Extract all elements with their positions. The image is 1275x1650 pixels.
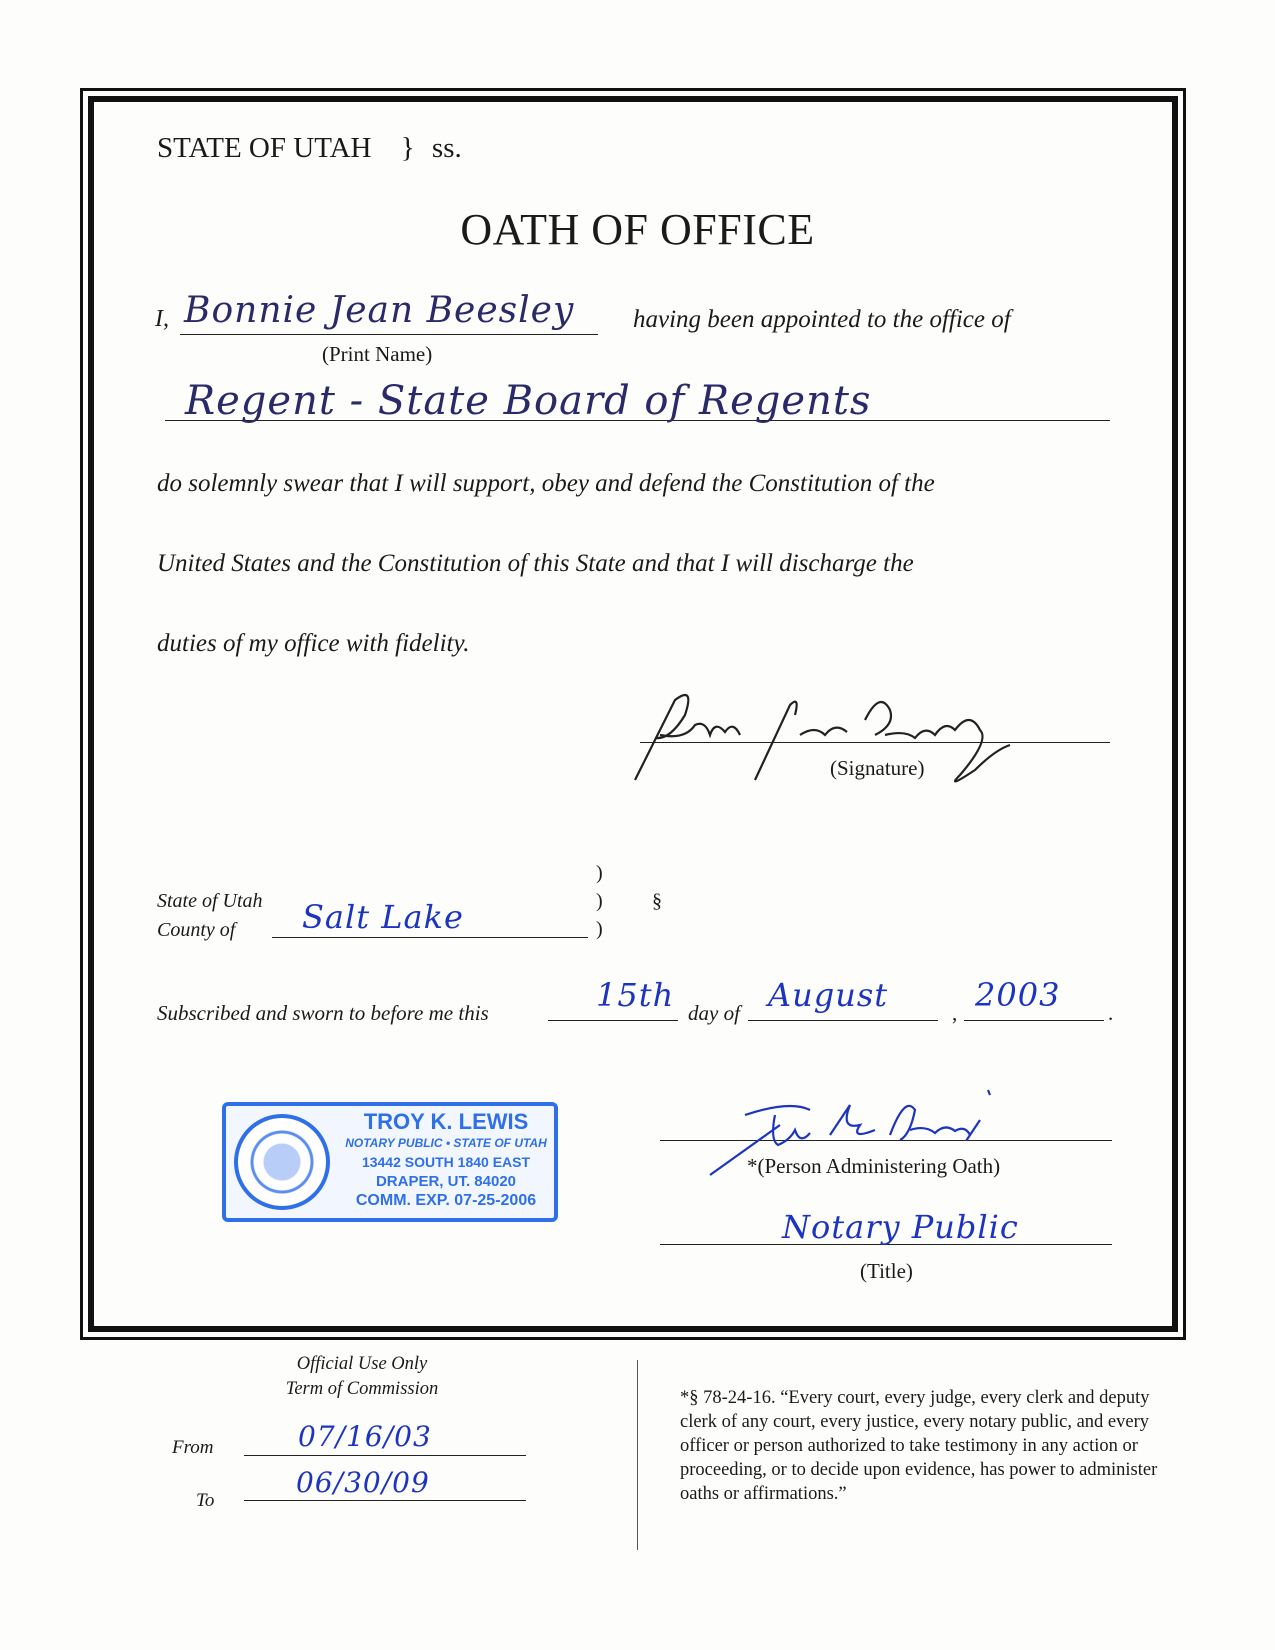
state-venue: STATE OF UTAH xyxy=(157,132,372,164)
title-label: (Title) xyxy=(860,1259,913,1283)
stamp-name: TROY K. LEWIS xyxy=(363,1109,529,1134)
print-name-label: (Print Name) xyxy=(322,342,433,366)
county-handwritten: Salt Lake xyxy=(302,898,464,936)
venue-paren-1: ) xyxy=(596,862,603,884)
oath-pronoun: I, xyxy=(155,306,169,332)
county-underline xyxy=(272,937,588,938)
state-label: State of Utah xyxy=(157,890,263,912)
notary-stamp xyxy=(222,1102,558,1222)
footer-divider xyxy=(637,1360,638,1550)
term-of-commission-heading: Term of Commission xyxy=(285,1379,439,1399)
to-label: To xyxy=(196,1490,215,1511)
date-period: . xyxy=(1108,1001,1114,1025)
signature-image xyxy=(615,680,1035,790)
oath-line-1: do solemnly swear that I will support, obey and defend the Constitution of the xyxy=(157,470,935,497)
official-use-heading: Official Use Only xyxy=(296,1354,428,1374)
day-underline xyxy=(548,1020,678,1021)
year-handwritten: 2003 xyxy=(975,976,1061,1014)
venue-brace: } xyxy=(400,132,415,164)
month-underline xyxy=(748,1020,938,1021)
venue-paren-3: ) xyxy=(596,918,603,940)
county-label: County of xyxy=(157,919,236,941)
administering-label: *(Person Administering Oath) xyxy=(747,1154,1001,1178)
page-title: OATH OF OFFICE xyxy=(460,205,815,254)
venue-paren-2: ) xyxy=(596,890,603,912)
title-handwritten: Notary Public xyxy=(782,1208,1019,1246)
year-underline xyxy=(964,1020,1104,1021)
day-handwritten: 15th xyxy=(596,976,675,1014)
stamp-line-1: NOTARY PUBLIC • STATE OF UTAH xyxy=(345,1136,547,1150)
section-symbol: § xyxy=(652,890,662,912)
statute-text: *§ 78-24-16. “Every court, every judge, every clerk and deputy clerk of any court, every justice, every notary public, and every officer or person authorized to take testimony in any action or proceeding, or to decide upon evidence, has power to administer oaths or affirmations.” xyxy=(680,1388,1158,1504)
name-handwritten: Bonnie Jean Beesley xyxy=(184,290,575,331)
from-label: From xyxy=(172,1437,214,1458)
ss-label: ss. xyxy=(431,132,462,164)
appointed-text: having been appointed to the office of xyxy=(633,306,1011,333)
notary-seal-icon xyxy=(234,1114,330,1210)
oath-line-3: duties of my office with fidelity. xyxy=(157,630,470,657)
to-value: 06/30/09 xyxy=(296,1466,430,1499)
day-of-text: day of xyxy=(688,1001,740,1025)
oath-line-2: United States and the Constitution of this State and that I will discharge the xyxy=(157,550,914,577)
from-value: 07/16/03 xyxy=(298,1420,432,1453)
signature-label: (Signature) xyxy=(830,756,925,780)
from-underline xyxy=(244,1455,526,1456)
name-underline xyxy=(180,334,598,335)
stamp-line-4: COMM. EXP. 07-25-2006 xyxy=(355,1192,537,1209)
month-handwritten: August xyxy=(768,976,889,1014)
office-handwritten: Regent - State Board of Regents xyxy=(185,378,872,424)
to-underline xyxy=(244,1500,526,1501)
stamp-text xyxy=(338,1110,554,1210)
date-comma: , xyxy=(952,1001,958,1025)
stamp-line-2: 13442 SOUTH 1840 EAST xyxy=(361,1154,531,1170)
subscribed-text: Subscribed and sworn to before me this xyxy=(157,1001,489,1025)
state-venue-heading xyxy=(157,132,462,165)
stamp-line-3: DRAPER, UT. 84020 xyxy=(375,1173,517,1190)
